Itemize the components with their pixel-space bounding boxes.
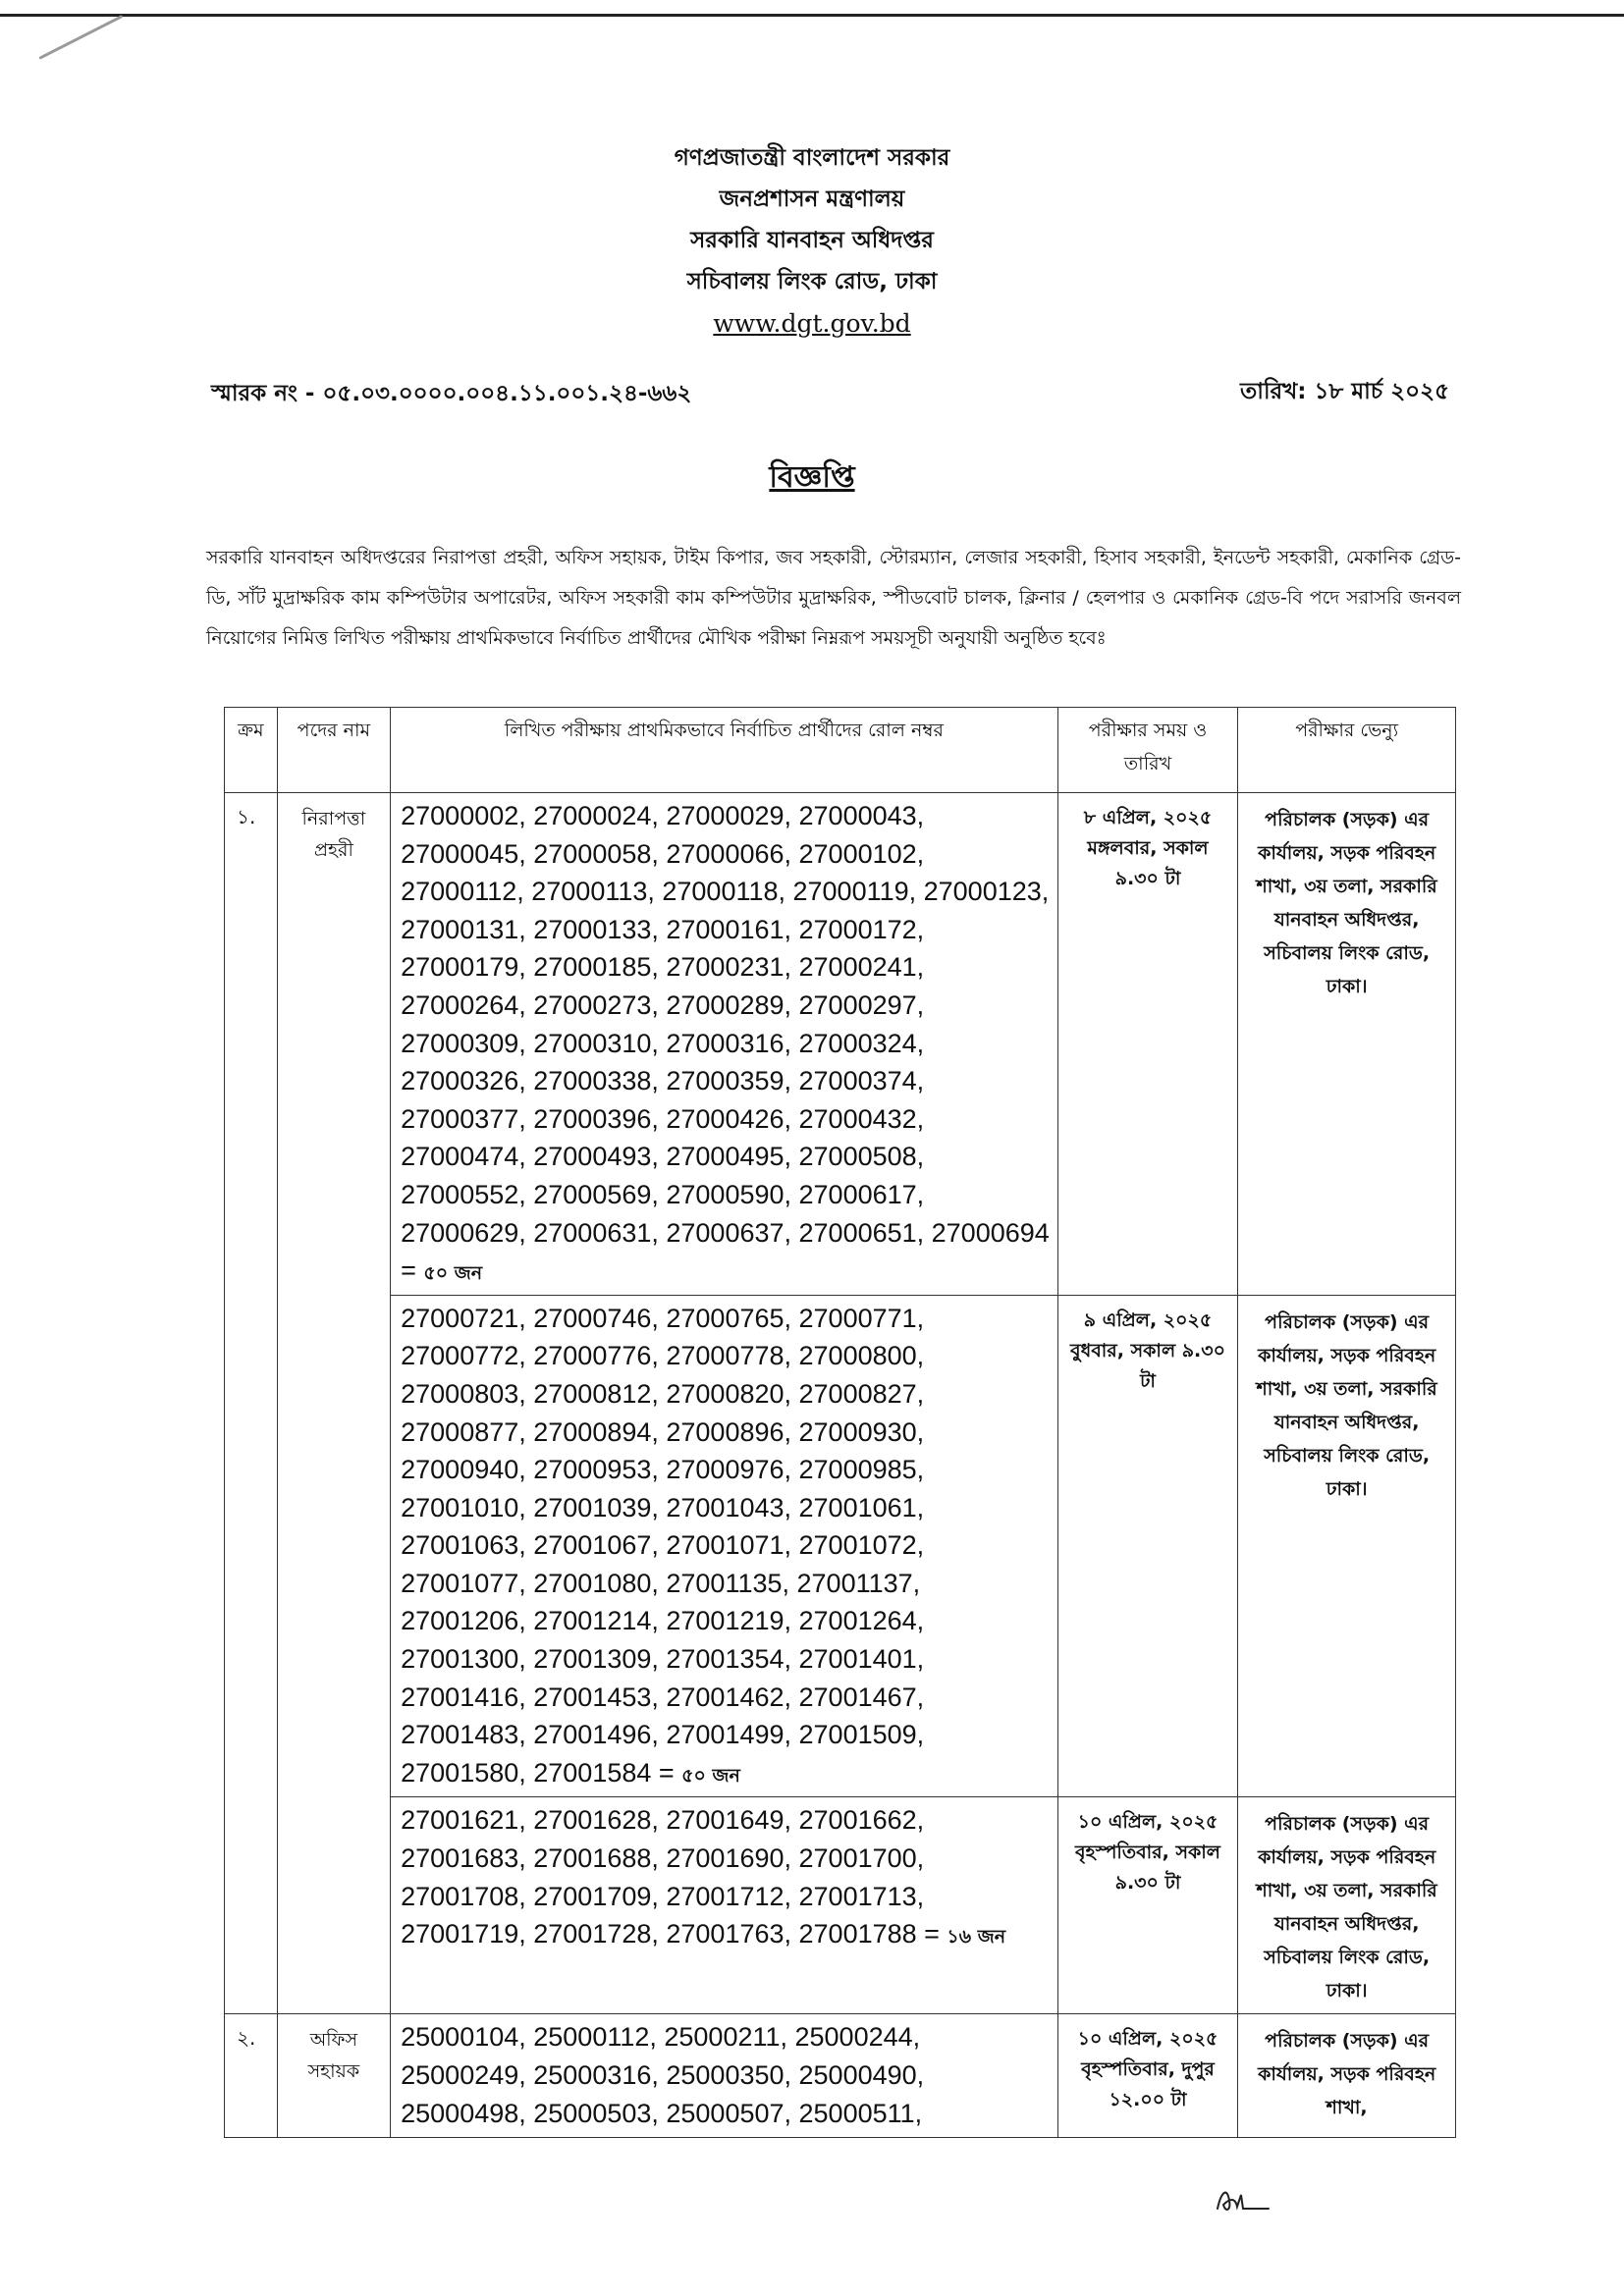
notice-title (0, 454, 1624, 504)
header-venue: পরীক্ষার ভেন্যু (1238, 708, 1456, 793)
table-row (225, 793, 1456, 1296)
row-time: ৯ এপ্রিল, ২০২৫ বুধবার, সকাল ৯.৩০ টা (1057, 1295, 1238, 1797)
header-post: পদের নাম (277, 708, 391, 793)
memo-number: স্মারক নং - ০৫.০৩.০০০০.০০৪.১১.০০১.২৪-৬৬২ (211, 381, 692, 406)
row-post: নিরাপত্তা প্রহরী (277, 793, 391, 1296)
address: সচিবালয় লিংক রোড, ঢাকা (686, 269, 938, 294)
header-rolls: লিখিত পরীক্ষায় প্রাথমিকভাবে নির্বাচিত প্রার্থীদের রোল নম্বর (391, 708, 1058, 793)
row-rolls (391, 1295, 1058, 1797)
row-time: ৮ এপ্রিল, ২০২৫ মঙ্গলবার, সকাল ৯.৩০ টা (1057, 793, 1238, 1296)
row-post (277, 1295, 391, 1797)
ministry-name: জনপ্রশাসন মন্ত্রণালয় (719, 187, 905, 212)
pen-mark (38, 15, 123, 60)
roll-list: 27000002, 27000024, 27000029, 27000043, 27000045, 27000058, 27000066, 27000102, 27000112, 27000113, 27000118, 27000119, 27000123, 27000131, 27000133, 27000161, 27000172, 27000179, 27000185, 27000231, 27000241, 27000264, 27000273, 27000289, 27000297, 27000309, 27000310, 27000316, 27000324, 27000326, 27000338, 27000359, 27000374, 27000377, 27000396, 27000426, 27000432, 27000474, 27000493, 27000495, 27000508, 27000552, 27000569, 27000590, 27000617, 27000629, 27000631, 27000637, 27000651, 27000694 = (401, 801, 1050, 1286)
row-rolls (391, 1797, 1058, 2014)
letterhead (0, 137, 1624, 346)
department-name: সরকারি যানবাহন অধিদপ্তর (690, 228, 934, 253)
table-row (225, 1797, 1456, 2014)
row-venue: পরিচালক (সড়ক) এর কার্যালয়, সড়ক পরিবহন শাখা, ৩য় তলা, সরকারি যানবাহন অধিদপ্তর, সচিবালয় লিংক রোড, ঢাকা। (1238, 793, 1456, 1296)
row-rolls (391, 2014, 1058, 2138)
intro-paragraph: সরকারি যানবাহন অধিদপ্তরের নিরাপত্তা প্রহরী, অফিস সহায়ক, টাইম কিপার, জব সহকারী, স্টোরম্যান, লেজার সহকারী, হিসাব সহকারী, ইনডেন্ট সহকারী, মেকানিক গ্রেড-ডি, সাঁট মুদ্রাক্ষরিক কাম কম্পিউটার অপারেটর, অফিস সহকারী কাম কম্পিউটার মুদ্রাক্ষরিক, স্পীডবোট চালক, ক্লিনার / হেলপার ও মেকানিক গ্রেড-বি পদে সরাসরি জনবল নিয়োগের নিমিত্ত লিখিত পরীক্ষায় প্রাথমিকভাবে নির্বাচিত প্রার্থীদের মৌখিক পরীক্ষা নিম্নরূপ সময়সূচী অনুযায়ী অনুষ্ঠিত হবেঃ (206, 547, 1461, 649)
row-rolls (391, 793, 1058, 1296)
table-row (225, 2014, 1456, 2138)
row-time: ১০ এপ্রিল, ২০২৫ বৃহস্পতিবার, দুপুর ১২.০০ টা (1057, 2014, 1238, 2138)
roll-list: 25000104, 25000112, 25000211, 25000244, 25000249, 25000316, 25000350, 25000490, 25000498, 25000503, 25000507, 25000511, (401, 2022, 925, 2128)
row-serial: ১. (225, 793, 278, 1296)
row-venue: পরিচালক (সড়ক) এর কার্যালয়, সড়ক পরিবহন শাখা, (1238, 2014, 1456, 2138)
roll-list: 27001621, 27001628, 27001649, 27001662, 27001683, 27001688, 27001690, 27001700, 27001708, 27001709, 27001712, 27001713, 27001719, 27001728, 27001763, 27001788 = (401, 1805, 947, 1949)
row-serial: ২. (225, 2014, 278, 2138)
row-venue: পরিচালক (সড়ক) এর কার্যালয়, সড়ক পরিবহন শাখা, ৩য় তলা, সরকারি যানবাহন অধিদপ্তর, সচিবালয় লিংক রোড, ঢাকা। (1238, 1797, 1456, 2014)
candidate-count: ৫০ জন (681, 1764, 740, 1787)
row-post: অফিস সহায়ক (277, 2014, 391, 2138)
website-link[interactable]: www.dgt.gov.bd (713, 309, 911, 338)
row-time: ১০ এপ্রিল, ২০২৫ বৃহস্পতিবার, সকাল ৯.৩০ টা (1057, 1797, 1238, 2014)
row-serial (225, 1797, 278, 2014)
header-time: পরীক্ষার সময় ও তারিখ (1057, 708, 1238, 793)
signature-mark (1208, 2181, 1276, 2220)
header-serial: ক্রম (225, 708, 278, 793)
roll-list: 27000721, 27000746, 27000765, 27000771, 27000772, 27000776, 27000778, 27000800, 27000803, 27000812, 27000820, 27000827, 27000877, 27000894, 27000896, 27000930, 27000940, 27000953, 27000976, 27000985, 27001010, 27001039, 27001043, 27001061, 27001063, 27001067, 27001071, 27001072, 27001077, 27001080, 27001135, 27001137, 27001206, 27001214, 27001219, 27001264, 27001300, 27001309, 27001354, 27001401, 27001416, 27001453, 27001462, 27001467, 27001483, 27001496, 27001499, 27001509, 27001580, 27001584 = (401, 1303, 925, 1788)
notice-title-text: বিজ্ঞপ্তি (769, 460, 855, 495)
govt-name: গণপ্রজাতন্ত্রী বাংলাদেশ সরকার (674, 145, 950, 171)
table-header-row (225, 708, 1456, 793)
table-row (225, 1295, 1456, 1797)
row-venue: পরিচালক (সড়ক) এর কার্যালয়, সড়ক পরিবহন শাখা, ৩য় তলা, সরকারি যানবাহন অধিদপ্তর, সচিবালয় লিংক রোড, ঢাকা। (1238, 1295, 1456, 1797)
exam-schedule-table (224, 707, 1456, 2138)
notice-date: তারিখ: ১৮ মার্চ ২০২৫ (1240, 379, 1449, 404)
top-border-line (0, 14, 1624, 17)
row-serial (225, 1295, 278, 1797)
candidate-count: ১৬ জন (947, 1926, 1006, 1949)
candidate-count: ৫০ জন (423, 1262, 483, 1285)
row-post (277, 1797, 391, 2014)
